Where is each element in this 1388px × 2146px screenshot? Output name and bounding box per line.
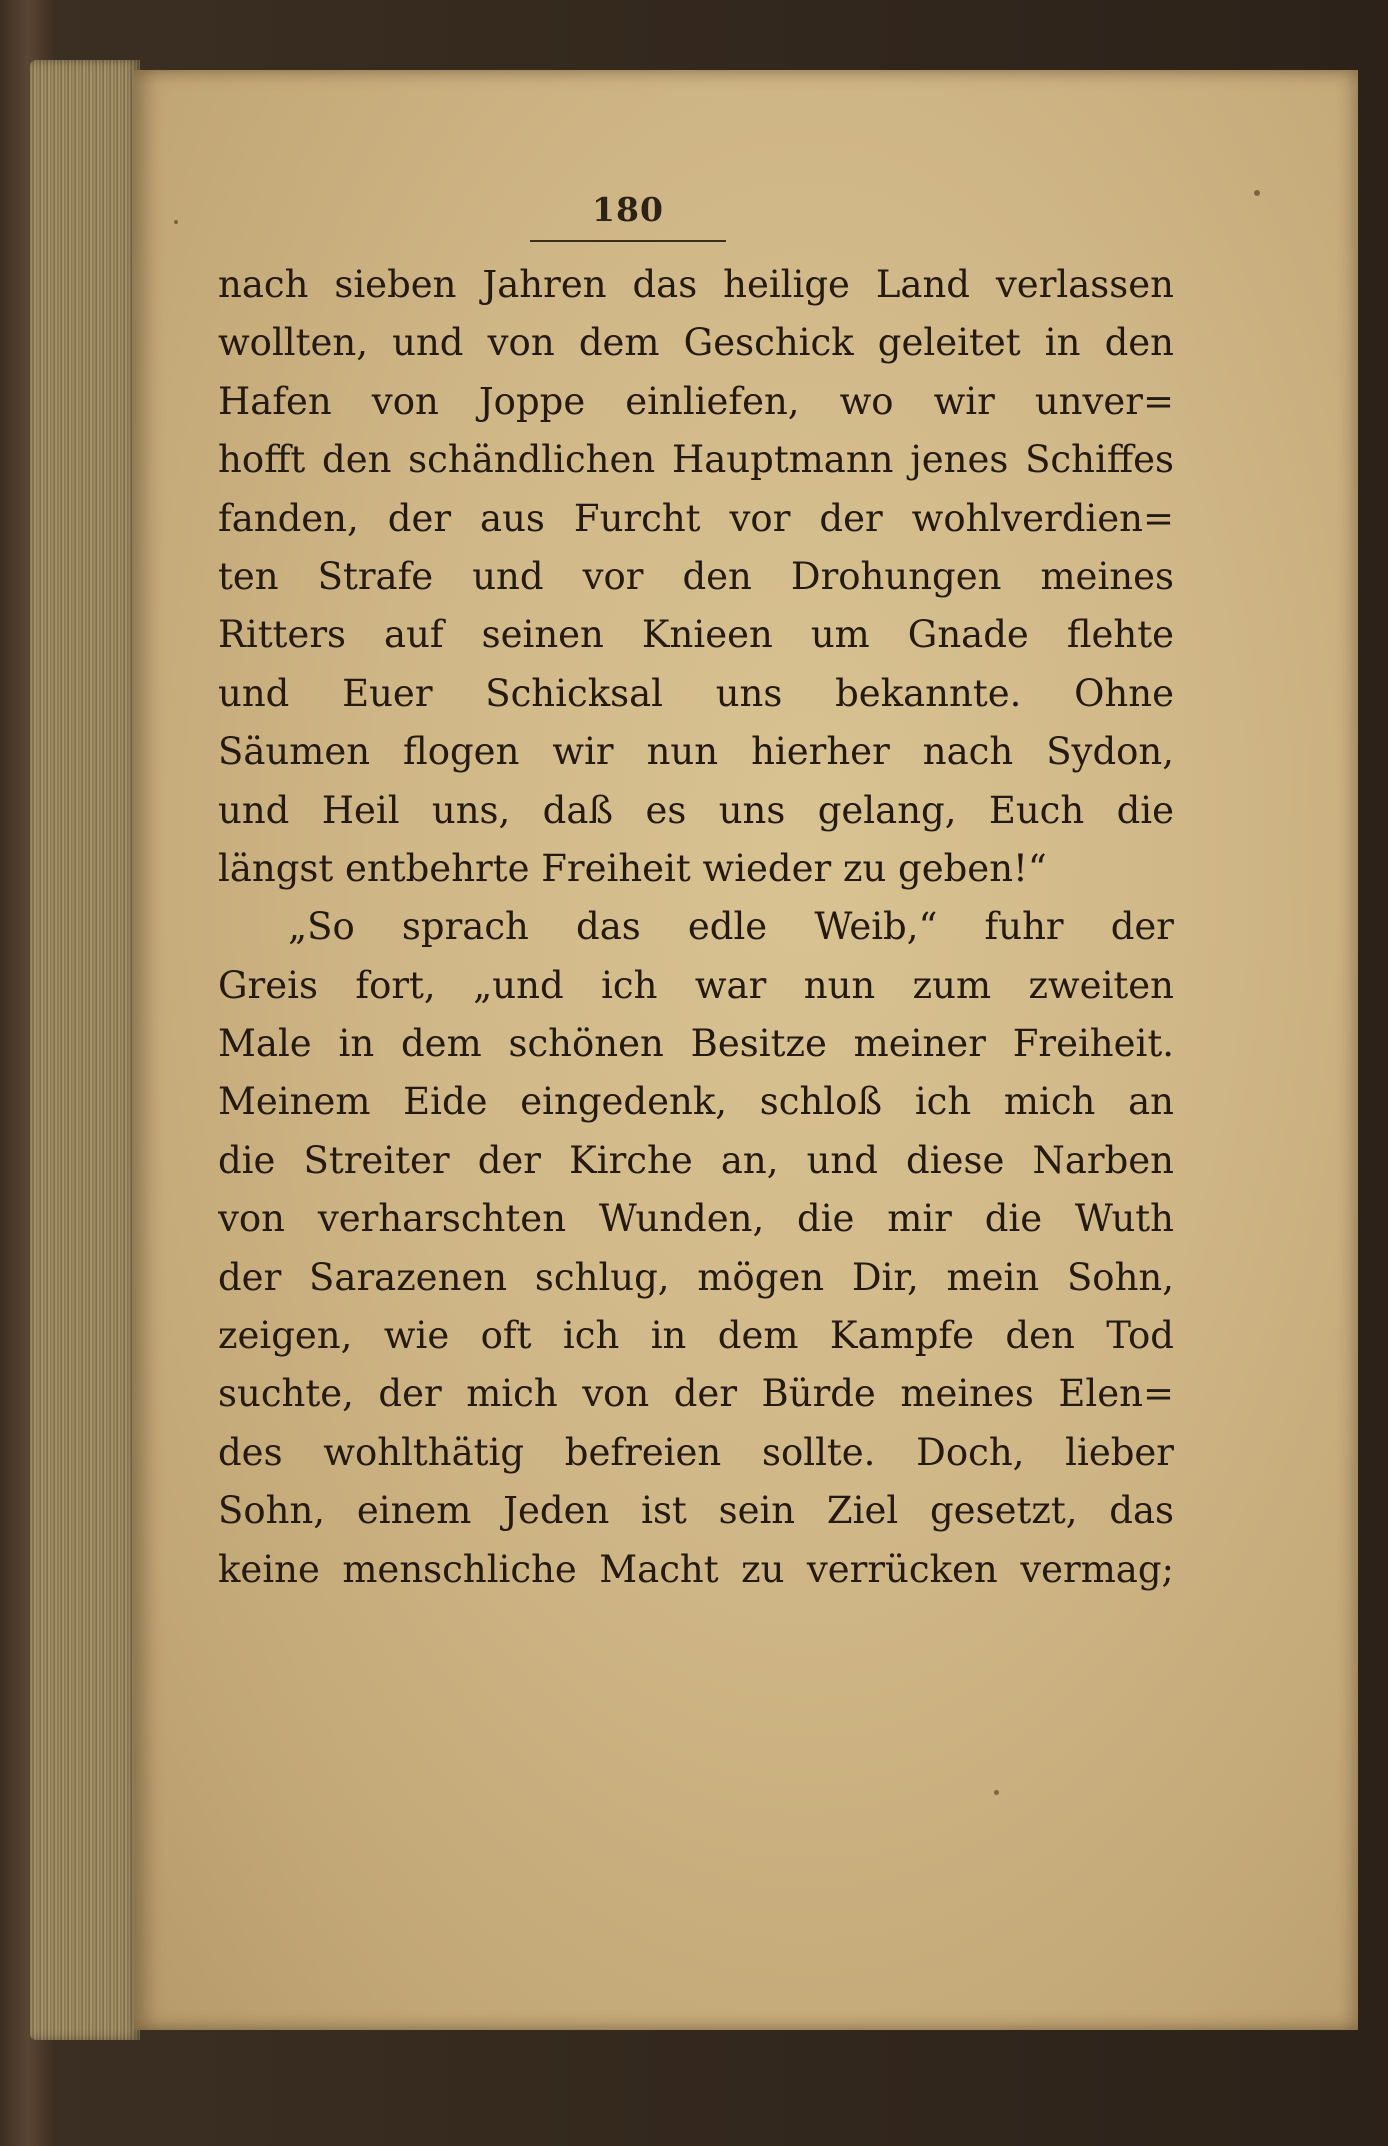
text-line: wollten, und von dem Geschick geleitet in den	[218, 321, 1174, 365]
text-line: Male in dem schönen Besitze meiner Freiheit.	[218, 1022, 1174, 1066]
text-line: Meinem Eide eingedenk, schloß ich mich an	[218, 1080, 1174, 1124]
text-line: Sohn, einem Jeden ist sein Ziel gesetzt, das	[218, 1489, 1174, 1533]
text-line: keine menschliche Macht zu verrücken vermag;	[218, 1547, 1174, 1591]
body-text	[218, 256, 1174, 1599]
text-line: hofft den schändlichen Hauptmann jenes Schiffes	[218, 438, 1174, 482]
text-line: der Sarazenen schlug, mögen Dir, mein Sohn,	[218, 1255, 1174, 1299]
text-line: nach sieben Jahren das heilige Land verlassen	[218, 263, 1174, 306]
text-line: Greis fort, „und ich war nun zum zweiten	[218, 963, 1174, 1007]
text-line: zeigen, wie oft ich in dem Kampfe den Tod	[218, 1314, 1174, 1358]
text-line: Säumen flogen wir nun hierher nach Sydon,	[218, 730, 1174, 774]
paper-speck	[994, 1790, 999, 1795]
text-line: Ritters auf seinen Knieen um Gnade flehte	[218, 613, 1174, 657]
paper-speck	[1254, 190, 1260, 196]
page-number-rule	[530, 240, 726, 242]
paper-speck	[174, 220, 178, 224]
page-number: 180	[592, 190, 664, 229]
text-line: ten Strafe und vor den Drohungen meines	[218, 554, 1174, 598]
text-line: und Euer Schicksal uns bekannte. Ohne	[218, 671, 1174, 715]
text-line: suchte, der mich von der Bürde meines Elen=	[218, 1372, 1174, 1416]
text-line-paragraph-start: „So sprach das edle Weib,“ fuhr der	[288, 905, 1174, 949]
text-line: des wohlthätig befreien sollte. Doch, lieber	[218, 1430, 1174, 1474]
text-line: die Streiter der Kirche an, und diese Narben	[218, 1138, 1174, 1182]
text-line: von verharschten Wunden, die mir die Wuth	[218, 1197, 1174, 1241]
text-line: Hafen von Joppe einliefen, wo wir unver=	[218, 379, 1174, 423]
page-edges	[30, 60, 140, 2040]
text-line: fanden, der aus Furcht vor der wohlverdien=	[218, 496, 1174, 540]
text-line-paragraph-end: längst entbehrte Freiheit wieder zu geben!“	[218, 846, 1047, 890]
text-line: und Heil uns, daß es uns gelang, Euch die	[218, 788, 1174, 832]
